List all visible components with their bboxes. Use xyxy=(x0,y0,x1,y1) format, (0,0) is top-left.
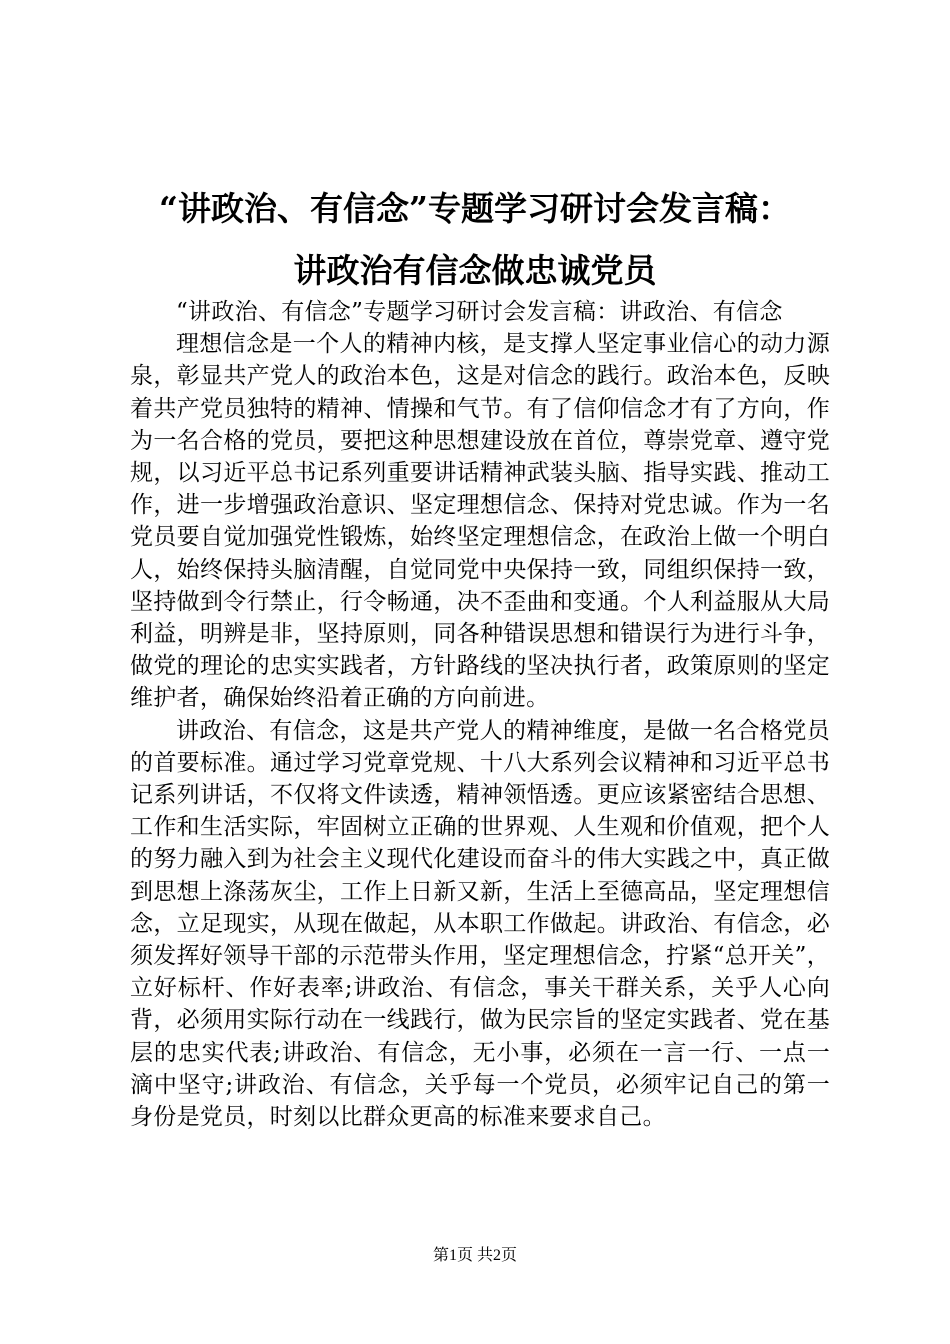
page-footer xyxy=(0,1242,950,1265)
title-line-2: 讲政治有信念做忠诚党员 xyxy=(293,251,657,290)
paragraph-1: 理想信念是一个人的精神内核，是支撑人坚定事业信心的动力源泉，彰显共产党人的政治本色，这是对信念的践行。政治本色，反映着共产党员独特的精神、情操和气节。有了信仰信念才有了方向，作为一名合格的党员，要把这种思想建设放在首位，尊崇党章、遵守党规，以习近平总书记系列重要讲话精神武装头脑、指导实践、推动工作，进一步增强政治意识、坚定理想信念、保持对党忠诚。作为一名党员要自觉加强党性锻炼，始终坚定理想信念，在政治上做一个明白人，始终保持头脑清醒，自觉同党中央保持一致，同组织保持一致，坚持做到令行禁止，行令畅通，决不歪曲和变通。个人利益服从大局利益，明辨是非，坚持原则，同各种错误思想和错误行为进行斗争，做党的理论的忠实实践者，方针路线的坚决执行者，政策原则的坚定维护者，确保始终沿着正确的方向前进。 xyxy=(130,331,830,712)
title-line-1: “讲政治、有信念”专题学习研讨会发言稿： xyxy=(159,189,791,228)
paragraph-2: 讲政治、有信念，这是共产党人的精神维度，是做一名合格党员的首要标准。通过学习党章党规、十八大系列会议精神和习近平总书记系列讲话，不仅将文件读透，精神领悟透。更应该紧密结合思想、工作和生活实际，牢固树立正确的世界观、人生观和价值观，把个人的努力融入到为社会主义现代化建设而奋斗的伟大实践之中，真正做到思想上涤荡灰尘，工作上日新又新，生活上至德高品，坚定理想信念，立足现实，从现在做起，从本职工作做起。讲政治、有信念，必须发挥好领导干部的示范带头作用，坚定理想信念，拧紧“总开关”，立好标杆、作好表率;讲政治、有信念，事关干群关系，关乎人心向背，必须用实际行动在一线践行，做为民宗旨的坚定实践者、党在基层的忠实代表;讲政治、有信念，无小事，必须在一言一行、一点一滴中坚守;讲政治、有信念，关乎每一个党员，必须牢记自己的第一身份是党员，时刻以比群众更高的标准来要求自己。 xyxy=(130,717,830,1131)
page-indicator: 第1页 共2页 xyxy=(432,1247,517,1264)
document-body xyxy=(130,296,830,1133)
paragraph-subtitle: “讲政治、有信念”专题学习研讨会发言稿：讲政治、有信念 xyxy=(176,299,783,325)
document-title xyxy=(40,178,910,302)
